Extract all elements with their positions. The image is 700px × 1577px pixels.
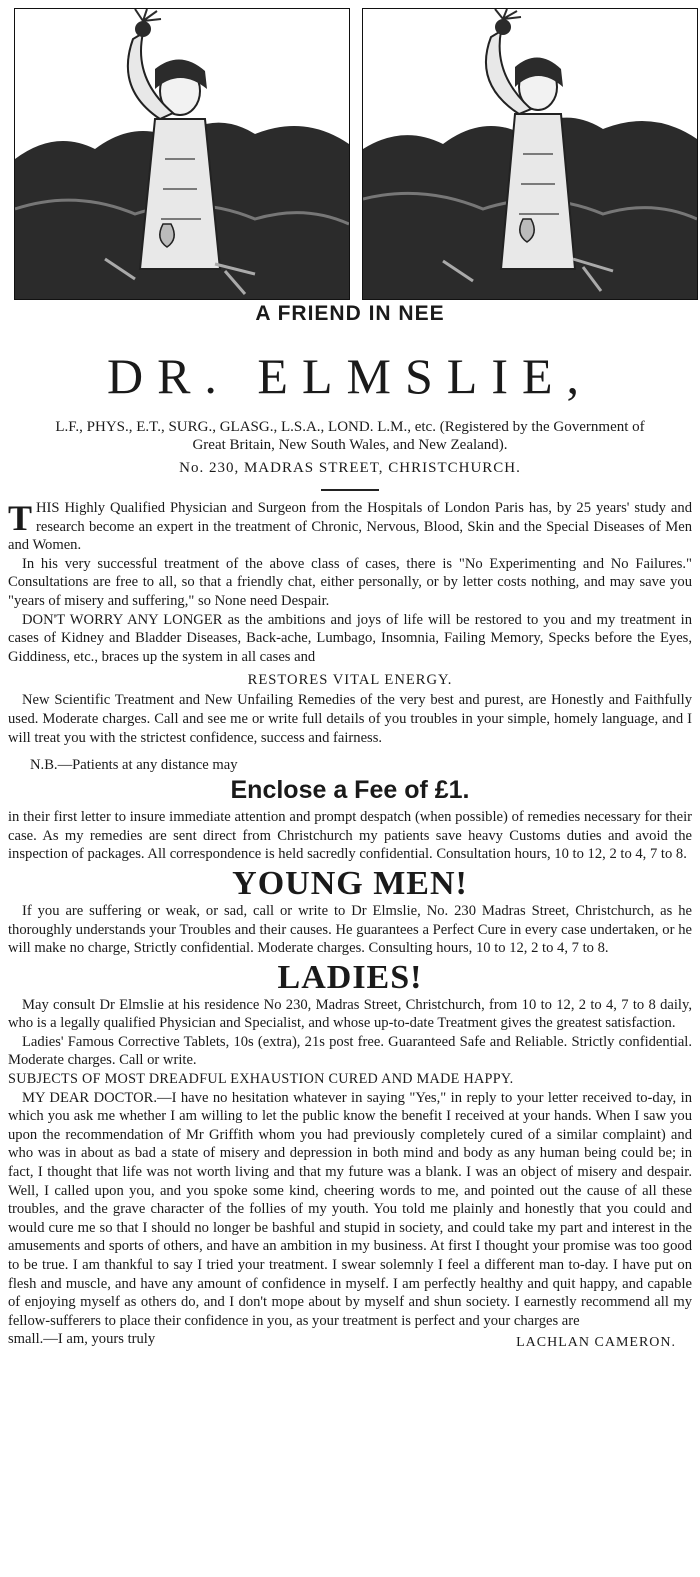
divider xyxy=(321,489,379,491)
drop-cap: T xyxy=(8,498,33,538)
headline: A FRIEND IN NEE xyxy=(255,302,445,325)
treatment-paragraph: In his very successful treatment of the above class of cases, there is "No Experimenting and No Failures." Consultations are free to all, so that a friendly chat, either personally, or by letter costs nothing, and may save you "years of misery and suffering," so None need Despair. xyxy=(8,555,692,609)
scientific-paragraph: New Scientific Treatment and New Unfailing Remedies of the very best and purest, are Honestly and Faithfully used. Moderate charges. Call and see me or write full details of you troubles in your simple, homely language, and I will treat you with the strictest confidence, success and fairness. xyxy=(8,692,692,746)
testimonial-paragraph: MY DEAR DOCTOR.—I have no hesitation whatever in saying "Yes," in reply to your letter received to-day, in which you ask me whether I am willing to let the public know the benefit I received at your hands. When I saw you upon the recommendation of Mr Griffith whom you had previously completely cured of a similar complaint) and who was in about as bad a state of misery and depression in both mind and body as any human being could be; in fact, I thought that life was not worth living and that my future was a blank. I was an object of misery and despair. Well, I called upon you, and you spoke some kind, cheering words to me, and pointed out the cause of all these troubles, and the grave character of the follies of my youth. You told me plainly and honestly that you could and would cure me so that I should no longer be bashful and stupid in society, and could take my part and interest in the amusements and sports of others, and have an ambition in my business. At first I thought your promise was too good to be true. I am thankful to say I tried your treatment. I swear solemnly I feel a different man to-day. I have put on flesh and muscle, and have any amount of confidence in myself. I am perfectly healthy and quit happy, and capable of enjoying myself as others do, and I don't mope about by myself and shun society. I earnestly recommend all my fellow-sufferers to place their confidence in you, as your treatment is perfect and your charges are xyxy=(8,1089,692,1329)
address: No. 230, MADRAS STREET, CHRISTCHURCH. xyxy=(179,460,521,476)
young-men-paragraph: If you are suffering or weak, or sad, call or write to Dr Elmslie, No. 230 Madras Street, Christchurch, as he thoroughly understands your Troubles and their causes. He guarantees a Perfect Cure in every case undertaken, or he will make no charge, Strictly confidential. Moderate charges. Consulting hours, 10 to 12, 2 to 4, 7 to 8. xyxy=(8,902,692,957)
qualifications: L.F., PHYS., E.T., SURG., GLASG., L.S.A., LOND. L.M., etc. (Registered by the Government of Great Britain, New South Wales, and New Zealand). xyxy=(55,419,645,453)
restores-heading: RESTORES VITAL ENERGY. xyxy=(247,672,453,689)
woman-torch-illustration-left xyxy=(14,8,350,300)
fee-heading: Enclose a Fee of £1. xyxy=(230,776,470,805)
subjects-line: SUBJECTS OF MOST DREADFUL EXHAUSTION CURED AND MADE HAPPY. xyxy=(8,1071,514,1088)
doctor-name: DR. ELMSLIE, xyxy=(106,348,594,404)
nb-line: N.B.—Patients at any distance may xyxy=(30,757,238,774)
ladies-heading: LADIES! xyxy=(277,958,423,996)
signature: LACHLAN CAMERON. xyxy=(516,1335,676,1351)
intro-paragraph xyxy=(8,499,692,555)
dont-worry-paragraph: DON'T WORRY ANY LONGER as the ambitions and joys of life will be restored to you and my treatment in cases of Kidney and Bladder Diseases, Back-ache, Lumbago, Insomnia, Failing Memory, Specks before the Eyes, Giddiness, etc., braces up the system in all cases and xyxy=(8,611,692,665)
illustration-row xyxy=(8,0,692,300)
tablets-paragraph: Ladies' Famous Corrective Tablets, 10s (extra), 21s post free. Guaranteed Safe and Reliable. Strictly confidential. Moderate charges. Call or write. xyxy=(8,1033,692,1069)
closing-line xyxy=(8,1330,692,1349)
woman-torch-icon xyxy=(363,9,697,299)
young-men-heading: YOUNG MEN! xyxy=(232,864,468,902)
fee-paragraph: in their first letter to insure immediate attention and prompt despatch (when possible) of remedies necessary for their case. As my remedies are sent direct from Christchurch my patients save heavy Customs duties and avoid the inspection of packages. All correspondence is held sacredly confidential. Consultation hours, 10 to 12, 2 to 4, 7 to 8. xyxy=(8,809,692,863)
woman-torch-icon xyxy=(15,9,349,299)
intro-text: HIS Highly Qualified Physician and Surgeon from the Hospitals of London Paris has, by 25 years' study and research become an expert in the treatment of Chronic, Nervous, Blood, Skin and the Special Diseases of Men and Women. xyxy=(8,500,692,554)
woman-torch-illustration-right xyxy=(362,8,698,300)
closing-text: small.—I am, yours truly xyxy=(8,1331,156,1348)
ladies-paragraph: May consult Dr Elmslie at his residence No 230, Madras Street, Christchurch, from 10 to 12, 2 to 4, 7 to 8 daily, who is a legally qualified Physician and Specialist, and whose up-to-date Treatment gives the greatest satisfaction. xyxy=(8,996,692,1032)
